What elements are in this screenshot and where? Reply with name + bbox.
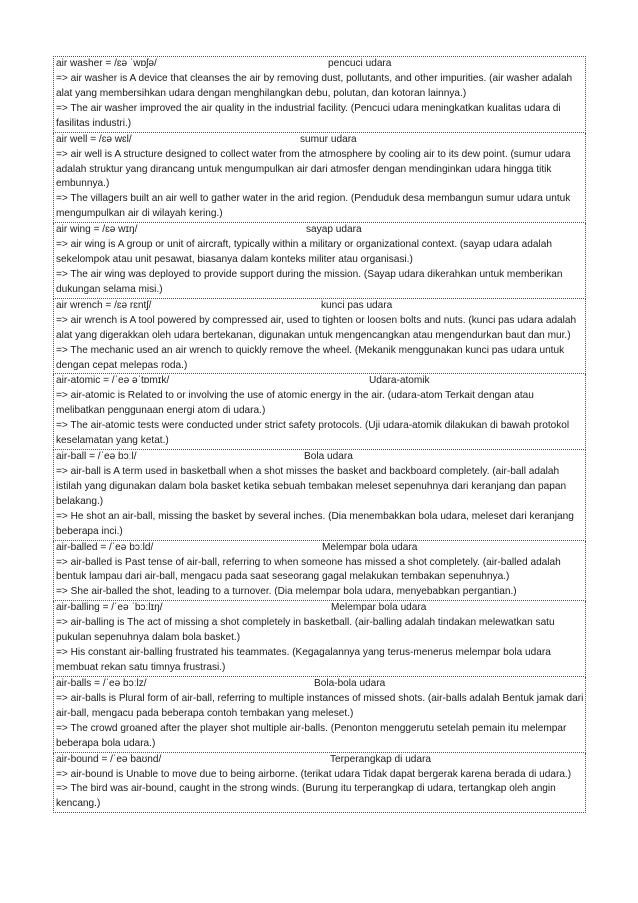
entry-air-well — [53, 133, 586, 224]
entry-definition: => air wrench is A tool powered by compressed air, used to tighten or loosen bolts and nuts. (kunci pas udara adalah alat yang digerakkan oleh udara bertekanan, digunakan untuk mengencangkan atau mengendurkan baut dan mur.) — [56, 314, 577, 341]
entry-example: => The bird was air-bound, caught in the strong winds. (Burung itu terperangkap di udara, tertangkap oleh angin kencang.) — [56, 783, 556, 810]
entry-air-balling — [53, 601, 586, 677]
vocabulary-table — [53, 56, 586, 813]
entry-translation: Bola-bola udara — [314, 677, 386, 689]
entry-translation: Melempar bola udara — [322, 541, 418, 553]
entry-term: air well = /ɛə wɛl/ — [56, 133, 132, 145]
entry-headline — [56, 133, 584, 148]
entry-translation: kunci pas udara — [321, 299, 393, 311]
entry-example: => The crowd groaned after the player shot multiple air-balls. (Penonton menggerutu setelah pemain itu melempar beberapa bola udara.) — [56, 722, 567, 749]
entry-air-washer — [53, 56, 586, 133]
entry-term: air-balling = /ˈeə ˈbɔːlɪŋ/ — [56, 602, 163, 614]
entry-example: => The air-atomic tests were conducted under strict safety protocols. (Uji udara-atomik dilakukan di bawah protokol keselamatan yang ketat.) — [56, 420, 570, 447]
entry-definition: => air wing is A group or unit of aircraft, typically within a military or organizational context. (sayap udara adalah sekelompok atau unit pesawat, biasanya dalam konteks militer atau organisasi.) — [56, 239, 552, 266]
entry-example: => The air wing was deployed to provide support during the mission. (Sayap udara dikerahkan untuk memberikan dukungan selama misi.) — [56, 268, 563, 295]
entry-term: air-balled = /ˈeə bɔːld/ — [56, 541, 154, 553]
entry-definition: => air-balls is Plural form of air-ball, referring to multiple instances of missed shots. (air-balls adalah Bentuk jamak dari air-ball, mengacu pada beberapa contoh tembakan yang meleset.) — [56, 692, 584, 719]
entry-translation: sayap udara — [306, 224, 362, 236]
entry-term: air washer = /ɛə ˈwɒʃə/ — [56, 58, 157, 69]
entry-air-balled — [53, 541, 586, 602]
entry-definition: => air washer is A device that cleanses the air by removing dust, pollutants, and other impurities. (air washer adalah alat yang membersihkan udara dengan menghilangkan debu, polutan, dan kotoran lainnya.) — [56, 73, 573, 99]
entry-headline — [56, 677, 584, 692]
entry-example: => His constant air-balling frustrated his teammates. (Kegagalannya yang terus-menerus melempar bola udara membuat rekan satu timnya frustrasi.) — [56, 647, 551, 673]
entry-air-ball — [53, 450, 586, 541]
entry-air-wing — [53, 223, 586, 299]
entry-term: air wrench = /ɛə rɛntʃ/ — [56, 299, 152, 311]
entry-definition: => air-balled is Past tense of air-ball, referring to when someone has missed a shot completely. (air-balled adalah bentuk lampau dari air-ball, mengacu pada saat seseorang gagal melakukan tembakan sepenuhnya.) — [56, 556, 561, 583]
entry-definition: => air-ball is A term used in basketball when a shot misses the basket and backboard completely. (air-ball adalah istilah yang digunakan dalam bola basket ketika sebuah tembakan meleset sepenuhnya dari keranjang dan papan belakang.) — [56, 466, 567, 507]
entry-air-atomic — [53, 374, 586, 450]
entry-definition: => air-balling is The act of missing a shot completely in basketball. (air-balling adalah tindakan melewatkan satu pukulan sepenuhnya dalam bola basket.) — [56, 617, 555, 644]
entry-term: air wing = /ɛə wɪŋ/ — [56, 224, 138, 236]
entry-air-bound — [53, 753, 586, 814]
entry-example: => She air-balled the shot, leading to a turnover. (Dia melempar bola udara, menyebabkan pergantian.) — [56, 586, 517, 598]
entry-translation: Udara-atomik — [369, 375, 430, 387]
entry-term: air-bound = /ˈeə baʊnd/ — [56, 753, 162, 765]
entry-translation: Terperangkap di udara — [330, 753, 432, 765]
entry-term: air-atomic = /ˈeə əˈtɒmɪk/ — [56, 375, 170, 387]
entry-example: => The villagers built an air well to gather water in the arid region. (Penduduk desa membangun sumur udara untuk mengumpulkan air di wilayah kering.) — [56, 193, 571, 220]
entry-headline — [56, 57, 584, 72]
entry-definition: => air well is A structure designed to collect water from the atmosphere by cooling air to its dew point. (sumur udara adalah struktur yang dirancang untuk mengumpulkan air dari atmosfer dengan mendinginkan udara hingga titik embunnya.) — [56, 148, 571, 190]
entry-definition: => air-bound is Unable to move due to being airborne. (terikat udara Tidak dapat bergerak karena berada di udara.) — [56, 768, 572, 780]
entry-headline — [56, 450, 584, 465]
entry-translation: pencuci udara — [328, 58, 392, 69]
entry-headline — [56, 541, 584, 556]
entry-term: air-balls = /ˈeə bɔːlz/ — [56, 677, 147, 689]
entry-headline — [56, 374, 584, 389]
entry-definition: => air-atomic is Related to or involving the use of atomic energy in the air. (udara-atom Terkait dengan atau melibatkan penggunaan energi atom di udara.) — [56, 390, 534, 417]
entry-translation: Bola udara — [304, 451, 353, 463]
entry-translation: sumur udara — [300, 133, 357, 145]
entry-headline — [56, 299, 584, 314]
entry-headline — [56, 753, 584, 768]
entry-example: => He shot an air-ball, missing the basket by several inches. (Dia menembakkan bola udara, meleset dari keranjang beberapa inci.) — [56, 510, 574, 537]
entry-term: air-ball = /ˈeə bɔːl/ — [56, 451, 137, 463]
entry-example: => The air washer improved the air quality in the industrial facility. (Pencuci udara meningkatkan kualitas udara di fasilitas industri.) — [56, 102, 561, 129]
entry-air-wrench — [53, 299, 586, 375]
entry-translation: Melempar bola udara — [331, 602, 427, 614]
entry-headline — [56, 601, 584, 616]
entry-example: => The mechanic used an air wrench to quickly remove the wheel. (Mekanik menggunakan kunci pas udara untuk dengan cepat melepas roda.) — [56, 344, 565, 371]
entry-headline — [56, 223, 584, 238]
entry-air-balls — [53, 677, 586, 753]
